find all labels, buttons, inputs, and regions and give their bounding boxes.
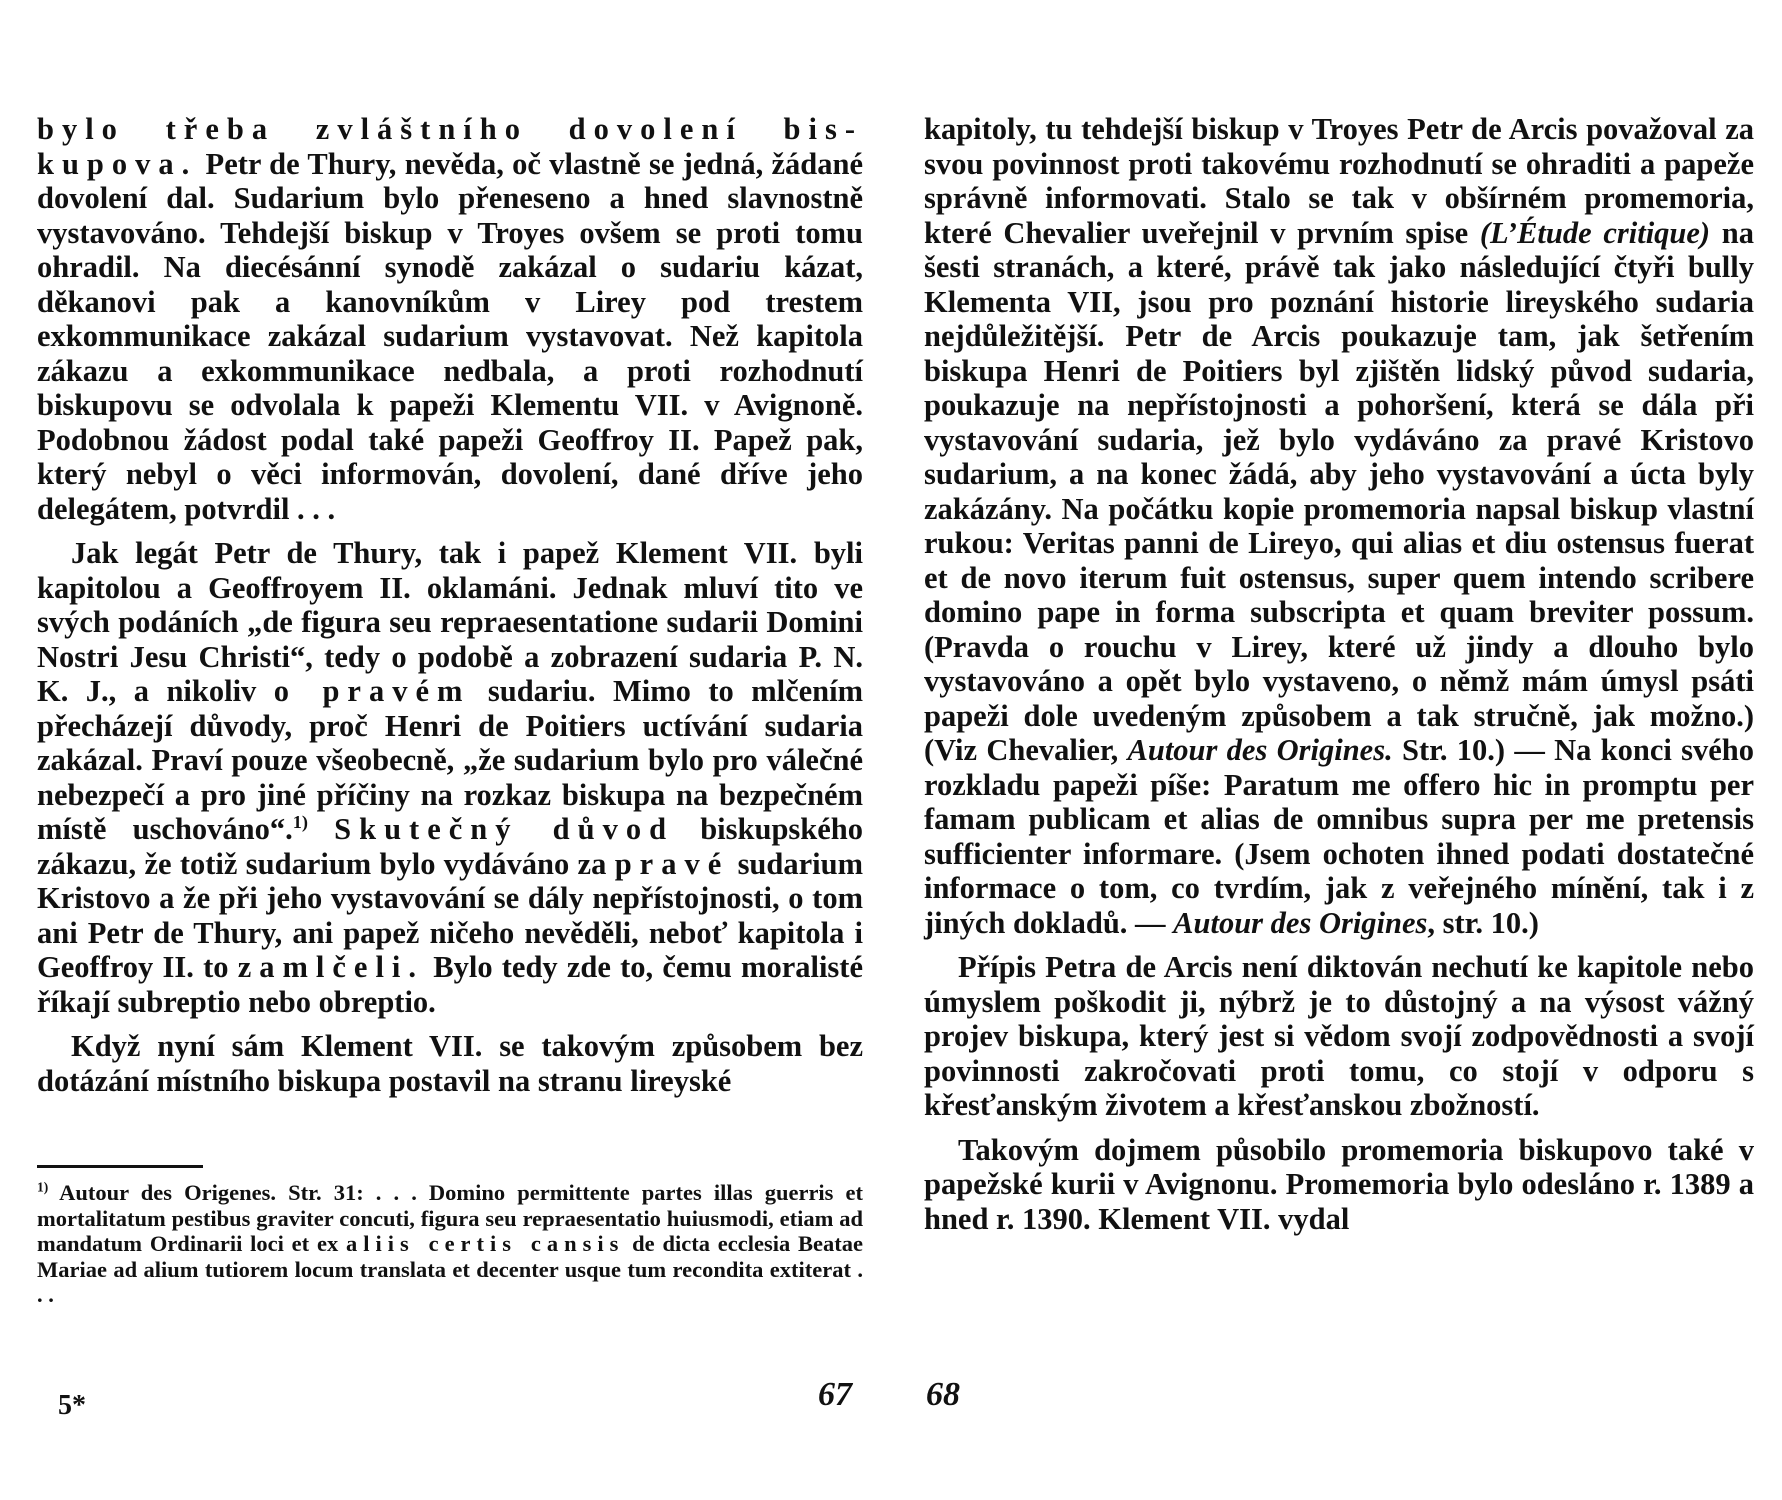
- paragraph: [37, 536, 863, 1019]
- text-run: Bylo tedy zde to, čemu moralisté říkají subreptio nebo obreptio.: [37, 950, 863, 1019]
- right-text-column: [924, 112, 1754, 1236]
- text-run: Autour des Origines: [1173, 905, 1428, 940]
- paragraph: [924, 950, 1754, 1123]
- text-run: , str. 10.): [1427, 905, 1539, 940]
- text-run: pravé: [614, 846, 730, 881]
- text-run: Když nyní sám Klement VII. se takovým způsobem bez dotázání místního biskupa postavil na stranu lireyské: [37, 1029, 863, 1098]
- text-run: Skutečný důvod: [334, 812, 675, 846]
- text-run: aliis certis cansis: [346, 1231, 625, 1256]
- text-run: kapitoly, tu tehdejší biskup v Troyes Petr de Arcis považoval za svou povinnost proti takovému rozhodnutí se ohraditi a papeže správně informovati. Stalo se tak v obšírném promemoria, které Chevalier uveřejnil v prvním spise: [924, 112, 1754, 250]
- paragraph: [37, 1029, 863, 1098]
- footnote-ref: 1): [37, 1179, 49, 1195]
- text-run: bylo třeba zvláštního dovolení bis-kupova.: [37, 112, 863, 181]
- text-run: zamlčeli.: [237, 950, 425, 984]
- text-run: [308, 812, 334, 846]
- text-run: o pravém: [273, 674, 471, 708]
- text-run: Autour des Origines.: [1127, 733, 1393, 767]
- text-run: Str. 10.) — Na konci svého rozkladu papeži píše: Paratum me offero hic in promptu per famam publicam et alias de omnibus supra per me pretensis sufficienter informare. (Jsem ochoten ihned podati dostatečné informace o tom, co tvrdím, jak z veřejného mínění, tak i z jiných dokladů. —: [924, 733, 1755, 940]
- text-run: Přípis Petra de Arcis není diktován nechutí ke kapitole nebo úmyslem poškodit ji, nýbrž je to důstojný a na výsost vážný projev biskupa, který jest si vědom svojí zodpovědnosti a svojí povinnosti zakročovati proti tomu, co stojí v odporu s křesťanským životem a křesťanskou zbožností.: [924, 950, 1754, 1122]
- paragraph: [924, 1133, 1754, 1237]
- page-number-right: 68: [926, 1376, 960, 1413]
- text-run: de dicta ecclesia Beatae Mariae ad alium tutiorem locum translata et decenter usque tum recondita extiterat . . .: [37, 1231, 864, 1307]
- paragraph: [37, 112, 863, 526]
- printer-signature-mark: 5*: [58, 1390, 86, 1421]
- left-text-column: [37, 112, 863, 1098]
- text-run: (L’Étude critique): [1479, 215, 1711, 250]
- text-run: na šesti stranách, a které, právě tak jako následující čtyři bully Klementa VII, jsou pro poznání historie lireyského sudaria nejdůležitější. Petr de Arcis poukazuje tam, jak šetřením biskupa Henri de Poitiers byl zjištěn lidský původ sudaria, poukazuje na nepřístojnosti a pohoršení, která se dála při vystavování sudaria, jež bylo vydáváno za pravé Kristovo sudarium, a na konec žádá, aby jeho vystavování a úcta byly zakázány. Na počátku kopie promemoria napsal biskup vlastní rukou: Veritas panni de Lireyo, qui alias et diu ostensus fuerat et de novo iterum fuit ostensus, super quem intendo scribere domino pape in forma subscripta et quam breviter possum. (Pravda o rouchu v Lirey, které už jindy a dlouho bylo vystavováno a opět bylo vystaveno, o němž mám úmysl psáti papeži dole uvedeným způsobem a tak stručně, jak možno.) (Viz Chevalier,: [924, 215, 1754, 767]
- page-number-left: 67: [818, 1376, 852, 1413]
- right-page: [891, 0, 1782, 1500]
- text-run: sudarium Kristovo a že při jeho vystavování se dály nepřístojnosti, o tom ani Petr de Thury, ani papež ničeho nevěděli, neboť kapitola i Geoffroy II. to: [37, 846, 863, 984]
- paragraph: [924, 112, 1754, 940]
- text-run: Petr de Thury, nevěda, oč vlastně se jedná, žádané dovolení dal. Sudarium bylo přeneseno a hned slavnostně vystavováno. Tehdejší biskup v Troyes ovšem se proti tomu ohradil. Na diecésánní synodě zakázal o sudariu kázat, děkanovi pak a kanovníkům v Lirey pod trestem exkommunikace zakázal sudarium vystavovat. Než kapitola zákazu a exkommunikace nedbala, a proti rozhodnutí biskupovu se odvolala k papeži Klementu VII. v Avignoně. Podobnou žádost podal také papeži Geoffroy II. Papež pak, který nebyl o věci informován, dovolení, dané dříve jeho delegátem, potvrdil . . .: [37, 146, 863, 526]
- text-run: Autour des Origenes. Str. 31: . . . Domino permittente partes illas guerris et mortalitatum pestibus graviter concuti, figura seu repraesentatio huiusmodi, etiam ad mandatum Ordinarii loci et ex: [37, 1180, 863, 1256]
- text-run: biskupského zákazu, že totiž sudarium bylo vydáváno za: [37, 812, 863, 881]
- text-run: Jak legát Petr de Thury, tak i papež Klement VII. byli kapitolou a Geoffroyem II. oklamáni. Jednak mluví tito ve svých podáních „de figura seu repraesentatione sudarii Domini Nostri Jesu Christi“, tedy o podobě a zobrazení sudaria P. N. K. J., a nikoliv: [37, 536, 863, 708]
- footnote-ref: 1): [292, 811, 309, 832]
- text-run: sudariu. Mimo to mlčením přecházejí důvody, proč Henri de Poitiers uctívání sudaria zakázal. Praví pouze všeobecně, „že sudarium bylo pro válečné nebezpečí a pro jiné příčiny na rozkaz biskupa na bezpečném místě uschováno“.: [37, 674, 863, 846]
- text-run: Takovým dojmem působilo promemoria biskupovo také v papežské kurii v Avignonu. Promemoria bylo odesláno r. 1389 a hned r. 1390. Klement VII. vydal: [924, 1132, 1754, 1236]
- footnote: [37, 1180, 863, 1308]
- footnote-separator: [37, 1165, 203, 1168]
